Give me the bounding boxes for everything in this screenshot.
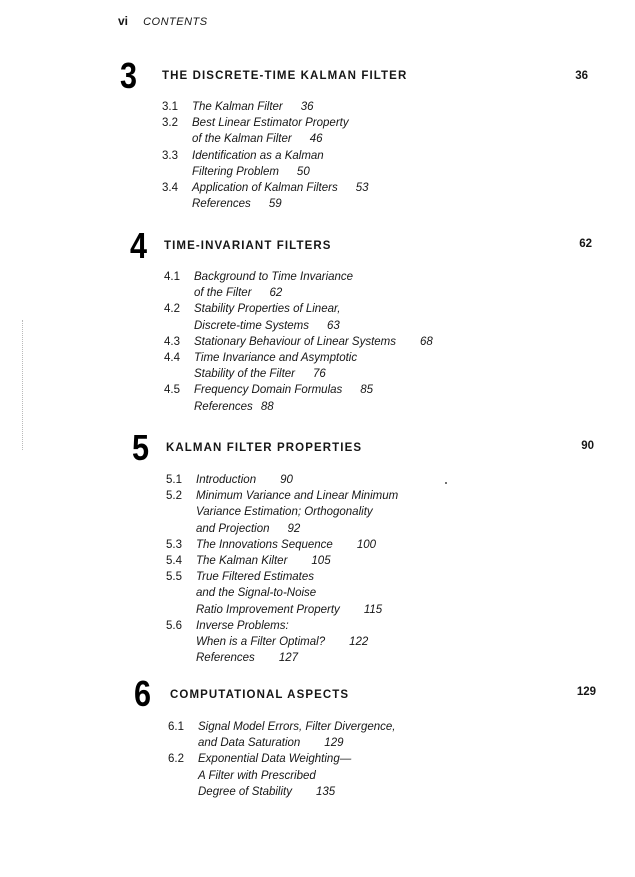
section-list xyxy=(164,269,433,415)
section-number: 5.6 xyxy=(166,619,182,632)
chapter-page: 62 xyxy=(579,238,592,250)
section-title-line: The Kalman Kilter xyxy=(196,555,288,568)
scan-speck xyxy=(445,482,447,484)
section-title-line: Time Invariance and Asymptotic xyxy=(194,352,358,365)
section-title-line: Minimum Variance and Linear Minimum xyxy=(196,490,399,503)
toc-entry[interactable] xyxy=(162,148,369,180)
toc-entry-references[interactable] xyxy=(162,196,369,212)
chapter-title: TIME-INVARIANT FILTERS xyxy=(164,240,332,252)
section-title-line: Variance Estimation; Orthogonality xyxy=(196,506,373,519)
chapter-title: THE DISCRETE-TIME KALMAN FILTER xyxy=(162,70,408,82)
section-title-line: and Projection xyxy=(196,522,270,535)
section-title-line: Ratio Improvement Property xyxy=(196,603,340,616)
section-title-line: and the Signal-to-Noise xyxy=(196,587,317,600)
chapter-page: 90 xyxy=(581,440,594,452)
section-number: 3.4 xyxy=(162,182,178,195)
section-title-line: Filtering Problem xyxy=(192,165,279,178)
section-page: 85 xyxy=(360,384,374,397)
section-page: 115 xyxy=(363,603,383,616)
section-title-line: of the Kalman Filter xyxy=(192,133,292,146)
running-head xyxy=(118,14,208,28)
section-number: 4.2 xyxy=(164,303,180,316)
chapter-number: 3 xyxy=(120,55,138,96)
section-number xyxy=(166,650,196,666)
toc-entry[interactable] xyxy=(166,488,398,537)
section-page: 88 xyxy=(260,400,274,413)
running-head-title: CONTENTS xyxy=(143,16,208,28)
section-title-line: A Filter with Prescribed xyxy=(198,769,316,782)
toc-entry[interactable] xyxy=(164,301,433,333)
toc-entry[interactable] xyxy=(164,382,433,398)
toc-entry[interactable] xyxy=(162,180,369,196)
section-number: 3.3 xyxy=(162,149,178,162)
section-page: 53 xyxy=(355,182,369,195)
section-number: 5.4 xyxy=(166,555,182,568)
section-page: 105 xyxy=(311,555,331,568)
section-title-line: and Data Saturation xyxy=(198,737,301,750)
section-title-line: References xyxy=(196,652,255,665)
section-title-line: Introduction xyxy=(196,474,257,486)
chapter-number: 5 xyxy=(132,427,150,468)
toc-entry[interactable] xyxy=(164,350,433,382)
section-page: 36 xyxy=(300,101,314,113)
toc-entry[interactable] xyxy=(166,537,398,553)
chapter-number: 6 xyxy=(134,673,152,714)
section-number: 4.1 xyxy=(164,271,180,283)
toc-entry-references[interactable] xyxy=(166,650,398,666)
chapter-page: 129 xyxy=(576,686,596,698)
section-number xyxy=(162,196,192,212)
section-number: 4.5 xyxy=(164,384,180,397)
section-list xyxy=(168,719,396,800)
section-page: 63 xyxy=(327,319,340,332)
section-page: 135 xyxy=(315,785,336,798)
toc-entry[interactable] xyxy=(166,569,398,618)
section-page: 122 xyxy=(349,636,369,649)
section-title-line: Degree of Stability xyxy=(198,785,292,798)
section-title-line: of the Filter xyxy=(194,287,252,300)
section-title-line: True Filtered Estimates xyxy=(196,571,315,584)
section-title-line: Stability Properties of Linear, xyxy=(194,303,341,316)
section-title-line: Application of Kalman Filters xyxy=(192,182,338,195)
section-number: 6.1 xyxy=(168,721,184,733)
section-title-line: Signal Model Errors, Filter Divergence, xyxy=(198,721,396,733)
toc-entry[interactable] xyxy=(166,618,398,650)
section-list xyxy=(162,99,369,212)
section-page: 100 xyxy=(356,538,377,551)
section-title-line: Background to Time Invariance xyxy=(194,271,354,283)
section-number: 6.2 xyxy=(168,753,184,766)
chapter-title: KALMAN FILTER PROPERTIES xyxy=(166,442,363,454)
section-title-line: When is a Filter Optimal? xyxy=(196,636,326,649)
section-number: 5.3 xyxy=(166,538,182,551)
section-page: 129 xyxy=(324,737,344,750)
section-list xyxy=(166,472,398,666)
chapter-number: 4 xyxy=(130,225,148,266)
section-number: 4.3 xyxy=(164,335,180,348)
toc-entry[interactable] xyxy=(164,334,433,350)
section-title-line: Frequency Domain Formulas xyxy=(194,384,343,397)
section-page: 127 xyxy=(278,652,298,665)
section-title-line: References xyxy=(194,400,253,413)
chapter-title: COMPUTATIONAL ASPECTS xyxy=(170,689,350,701)
section-number: 5.1 xyxy=(166,474,182,486)
section-page: 76 xyxy=(312,368,326,381)
toc-entry[interactable] xyxy=(164,269,433,301)
toc-entry[interactable] xyxy=(162,99,369,115)
section-title-line: Exponential Data Weighting— xyxy=(198,753,352,766)
section-title-line: Identification as a Kalman xyxy=(192,149,324,162)
section-page: 68 xyxy=(420,335,433,348)
section-page: 90 xyxy=(280,474,293,486)
toc-entry[interactable] xyxy=(166,472,398,488)
page-number: vi xyxy=(118,14,129,28)
section-title-line: Stability of the Filter xyxy=(194,368,295,381)
section-page: 50 xyxy=(296,165,310,178)
section-page: 59 xyxy=(268,198,282,211)
section-title-line: References xyxy=(192,198,251,211)
section-page: 46 xyxy=(309,133,323,146)
section-page: 92 xyxy=(287,522,301,535)
section-title-line: Best Linear Estimator Property xyxy=(192,117,349,130)
toc-entry[interactable] xyxy=(166,553,398,569)
section-title-line: Inverse Problems: xyxy=(196,619,289,632)
section-number: 5.2 xyxy=(166,490,182,503)
section-title-line: The Kalman Filter xyxy=(192,101,283,113)
toc-entry[interactable] xyxy=(168,751,396,800)
section-number: 3.2 xyxy=(162,117,178,130)
section-title-line: Discrete-time Systems xyxy=(194,319,310,332)
section-page: 62 xyxy=(269,287,283,300)
section-title-line: Stationary Behaviour of Linear Systems xyxy=(194,335,396,348)
section-title-line: The Innovations Sequence xyxy=(196,538,333,551)
scan-margin-marks xyxy=(22,320,25,450)
section-number: 3.1 xyxy=(162,101,178,113)
toc-entry-references[interactable] xyxy=(164,399,433,415)
toc-entry[interactable] xyxy=(162,115,369,147)
chapter-page: 36 xyxy=(575,70,588,82)
section-number: 5.5 xyxy=(166,571,182,584)
section-number: 4.4 xyxy=(164,352,180,365)
section-number xyxy=(164,399,194,415)
toc-entry[interactable] xyxy=(168,719,396,751)
